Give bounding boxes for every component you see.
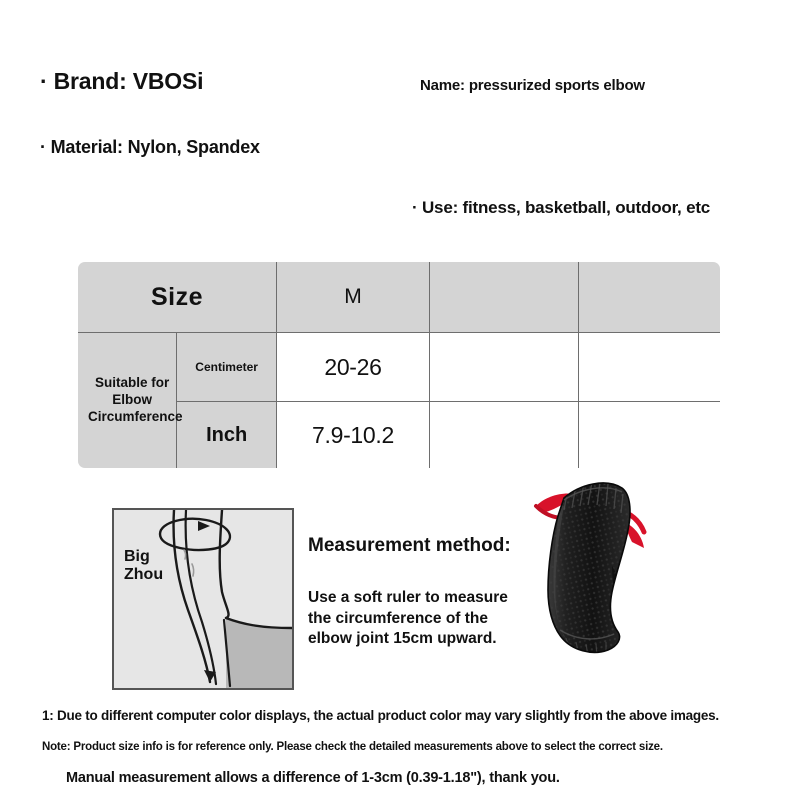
spec-material: · Material: Nylon, Spandex (40, 137, 260, 157)
header-size-m: M (277, 261, 430, 333)
table-header-row (77, 261, 721, 333)
footer-note-2: Note: Product size info is for reference only. Please check the detailed measurements above to select the correct size. (42, 741, 663, 753)
measurement-method-body: Use a soft ruler to measure the circumference of the elbow joint 15cm upward. (308, 589, 508, 648)
measurement-diagram (112, 508, 294, 690)
row-header-elbow-circumference: Suitable for Elbow Circumference (77, 333, 177, 470)
size-table (76, 260, 722, 470)
inch-value-col4 (579, 402, 722, 470)
size-table-container (76, 260, 722, 466)
cm-value-m: 20-26 (277, 333, 430, 402)
unit-centimeter: Centimeter (177, 333, 277, 402)
cm-value-col4 (579, 333, 722, 402)
arm-outline-illustration (114, 510, 292, 688)
measurement-method-title: Measurement method: (308, 535, 511, 556)
footer-note-1: 1: Due to different computer color displays, the actual product color may vary slightly from the above images. (42, 708, 719, 723)
diagram-label-line1: Big (124, 548, 150, 565)
inch-value-m: 7.9-10.2 (277, 402, 430, 470)
unit-inch: Inch (177, 402, 277, 470)
table-row (77, 333, 721, 402)
spec-brand: · Brand: VBOSi (40, 68, 204, 94)
inch-value-col3 (430, 402, 579, 470)
footer-note-3: Manual measurement allows a difference of 1-3cm (0.39-1.18"), thank you. (66, 770, 560, 786)
header-size-col4 (579, 261, 722, 333)
product-image (520, 470, 720, 690)
diagram-label (124, 548, 163, 584)
diagram-label-line2: Zhou (124, 565, 164, 583)
spec-use: · Use: fitness, basketball, outdoor, etc (412, 198, 711, 217)
spec-product-name: Name: pressurized sports elbow (420, 77, 645, 94)
header-size-col3 (430, 261, 579, 333)
elbow-sleeve-illustration (520, 470, 720, 690)
header-size-label: Size (77, 261, 277, 333)
cm-value-col3 (430, 333, 579, 402)
